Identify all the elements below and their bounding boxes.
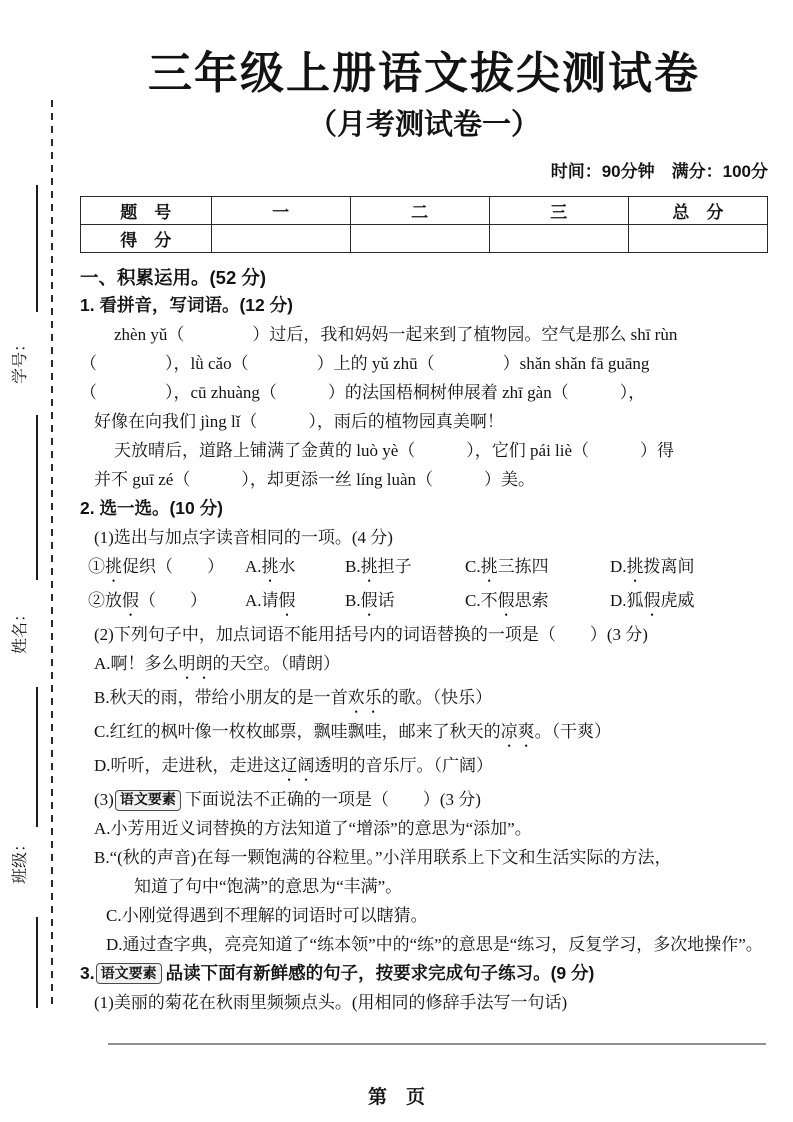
- opt-post: 思索: [514, 591, 549, 610]
- student-id-blank-line: [36, 185, 38, 312]
- score-cell-empty: [211, 225, 350, 253]
- paper-subtitle: （月考测试卷一）: [307, 109, 540, 141]
- opt-dotted: 假: [643, 591, 661, 610]
- opt-post: 透明的音乐厅。（广阔）: [314, 756, 494, 775]
- score-table-cell-section2: 二: [350, 197, 489, 225]
- q2-stem-text: 选一选。(10 分): [99, 498, 223, 518]
- opt-dotted: 假: [497, 591, 515, 610]
- q2-sub1-stem: (1)选出与加点字读音相同的一项。(4 分): [94, 528, 393, 547]
- name-blank-line: [36, 415, 38, 580]
- opt-pre: B.: [345, 591, 361, 610]
- q3-sub1-stem: (1)美丽的菊花在秋雨里频频点头。(用相同的修辞手法写一句话): [94, 993, 568, 1012]
- opt-dotted: 明朗: [178, 654, 213, 673]
- row2-stem-pre: ②放: [88, 591, 122, 610]
- opt-pre: D.听听，走进秋，走进这: [94, 756, 281, 775]
- opt-post: 拨离间: [643, 557, 695, 576]
- section1-heading: 一、积累运用。(52 分): [80, 267, 267, 288]
- time-and-score-meta: 时间：90分钟 满分：100分: [550, 162, 768, 181]
- opt-dotted: 凉爽: [500, 722, 535, 741]
- row1-stem-dotted: 挑: [105, 557, 122, 576]
- answer-blank-line: [108, 1043, 766, 1045]
- q1-stem-text: 看拼音，写词语。(12 分): [99, 295, 293, 315]
- score-table-cell-section3: 三: [489, 197, 628, 225]
- opt-post: 话: [377, 591, 395, 610]
- page-footer: 第 页: [367, 1087, 425, 1108]
- q2-sub3-option-c: C.小刚觉得遇到不理解的词语时可以瞎猜。: [106, 906, 428, 925]
- q2-sub1-row1: [80, 552, 768, 586]
- q3-stem-text: 品读下面有新鲜感的句子，按要求完成句子练习。(9 分): [165, 963, 595, 983]
- row2-option-d: [610, 586, 768, 620]
- opt-pre: D.狐: [610, 591, 644, 610]
- q1-passage-line: （ ），lǜ cǎo（ ）上的 yǔ zhū（ ）shǎn shǎn fā guāng: [80, 354, 650, 373]
- score-cell-empty: [350, 225, 489, 253]
- row2-option-b: [345, 586, 465, 620]
- q2-sub2-option-d: [80, 751, 768, 785]
- score-table-header-row: [81, 197, 768, 225]
- q2-sub2-stem: (2)下列句子中，加点词语不能用括号内的词语替换的一项是（ ）(3 分): [94, 625, 648, 644]
- row1-option-b: [345, 552, 465, 586]
- score-table-cell-total: 总 分: [628, 197, 767, 225]
- paper-title: 三年级上册语文拔尖测试卷: [148, 49, 700, 98]
- sub3-stem-text: 下面说法不正确的一项是（ ）(3 分): [184, 790, 481, 809]
- q1-stem: [80, 291, 768, 320]
- opt-dotted: 辽阔: [280, 756, 315, 775]
- q3-number: 3.: [80, 963, 95, 983]
- opt-pre: C.: [465, 557, 481, 576]
- opt-post: 虎威: [660, 591, 695, 610]
- seal-dashed-line: [51, 100, 53, 1008]
- sub3-number: (3): [94, 790, 114, 809]
- q2-sub2-option-b: [80, 683, 768, 717]
- opt-pre: D.: [610, 557, 627, 576]
- row2-stem: [88, 586, 245, 620]
- q1-passage-line: zhèn yǔ（ ）过后，我和妈妈一起来到了植物园。空气是那么 shī rùn: [114, 325, 678, 344]
- opt-post: 的天空。（晴朗）: [212, 654, 341, 673]
- row2-option-a: [245, 586, 345, 620]
- q2-sub2-option-a: [80, 649, 768, 683]
- opt-dotted: 假: [360, 591, 378, 610]
- q2-sub3-option-b-cont: 知道了句中“饱满”的意思为“丰满”。: [134, 877, 403, 896]
- opt-pre: A.: [245, 557, 262, 576]
- row1-option-d: [610, 552, 768, 586]
- opt-pre: A.请: [245, 591, 279, 610]
- row2-stem-post: （ ）: [139, 591, 207, 610]
- score-row-label: 得 分: [81, 225, 212, 253]
- opt-pre: A.啊！多么: [94, 654, 179, 673]
- score-cell-empty: [489, 225, 628, 253]
- paper-main-column: [80, 44, 768, 1045]
- opt-pre: B.秋天的雨，带给小朋友的是一首: [94, 688, 348, 707]
- opt-post: 。（干爽）: [534, 722, 612, 741]
- score-table-cell-section1: 一: [211, 197, 350, 225]
- name-label: 姓名：: [12, 606, 29, 655]
- q2-stem: [80, 494, 768, 523]
- q1-number: 1.: [80, 295, 95, 315]
- score-table-score-row: [81, 225, 768, 253]
- q2-sub3-option-b: B.“(秋的声音)在每一颗饱满的谷粒里。”小洋用联系上下文和生活实际的方法，: [94, 848, 672, 867]
- q2-sub2-option-c: [80, 717, 768, 751]
- opt-pre: B.: [345, 557, 361, 576]
- class-label: 班级：: [12, 836, 29, 885]
- opt-dotted: 挑: [360, 557, 378, 576]
- row1-stem: [88, 552, 245, 586]
- opt-dotted: 挑: [261, 557, 279, 576]
- student-id-label: 学号：: [12, 336, 29, 385]
- row2-option-c: [465, 586, 610, 620]
- yuwen-yaosu-badge: 语文要素: [96, 963, 162, 984]
- opt-dotted: 挑: [480, 557, 498, 576]
- opt-pre: C.不: [465, 591, 498, 610]
- opt-dotted: 挑: [626, 557, 644, 576]
- q3-stem: [80, 959, 768, 988]
- yuwen-yaosu-badge: 语文要素: [115, 790, 181, 811]
- score-table-cell-label: 题 号: [81, 197, 212, 225]
- score-table: [80, 196, 768, 253]
- q2-number: 2.: [80, 498, 95, 518]
- class-blank-line: [36, 687, 38, 827]
- row1-option-a: [245, 552, 345, 586]
- q2-sub1-row2: [80, 586, 768, 620]
- opt-post: 水: [278, 557, 296, 576]
- opt-post: 的歌。（快乐）: [381, 688, 493, 707]
- opt-dotted: 欢乐: [347, 688, 382, 707]
- q1-passage-line: 好像在向我们 jìng lǐ（ ），雨后的植物园真美啊！: [94, 412, 504, 431]
- q2-sub3-option-a: A.小芳用近义词替换的方法知道了“增添”的意思为“添加”。: [94, 819, 532, 838]
- margin-blank-line: [36, 917, 38, 1008]
- row1-stem-pre: ①: [88, 557, 105, 576]
- score-cell-empty: [628, 225, 767, 253]
- row1-option-c: [465, 552, 610, 586]
- q1-passage-line: 天放晴后，道路上铺满了金黄的 luò yè（ ），它们 pái liè（ ）得: [114, 441, 675, 460]
- opt-post: 担子: [377, 557, 412, 576]
- q1-passage-line: 并不 guī zé（ ），却更添一丝 líng luàn（ ）美。: [94, 470, 536, 489]
- q1-passage-line: （ ），cū zhuàng（ ）的法国梧桐树伸展着 zhī gàn（ ），: [80, 383, 646, 402]
- opt-pre: C.红红的枫叶像一枚枚邮票，飘哇飘哇，邮来了秋天的: [94, 722, 501, 741]
- opt-dotted: 假: [278, 591, 296, 610]
- q2-sub3-stem: [80, 785, 768, 814]
- row2-stem-dotted: 假: [122, 591, 139, 610]
- opt-post: 三拣四: [497, 557, 549, 576]
- row1-stem-post: 促织（ ）: [122, 557, 224, 576]
- q2-sub3-option-d: D.通过查字典，亮亮知道了“练本领”中的“练”的意思是“练习，反复学习，多次地操作”。: [106, 935, 763, 954]
